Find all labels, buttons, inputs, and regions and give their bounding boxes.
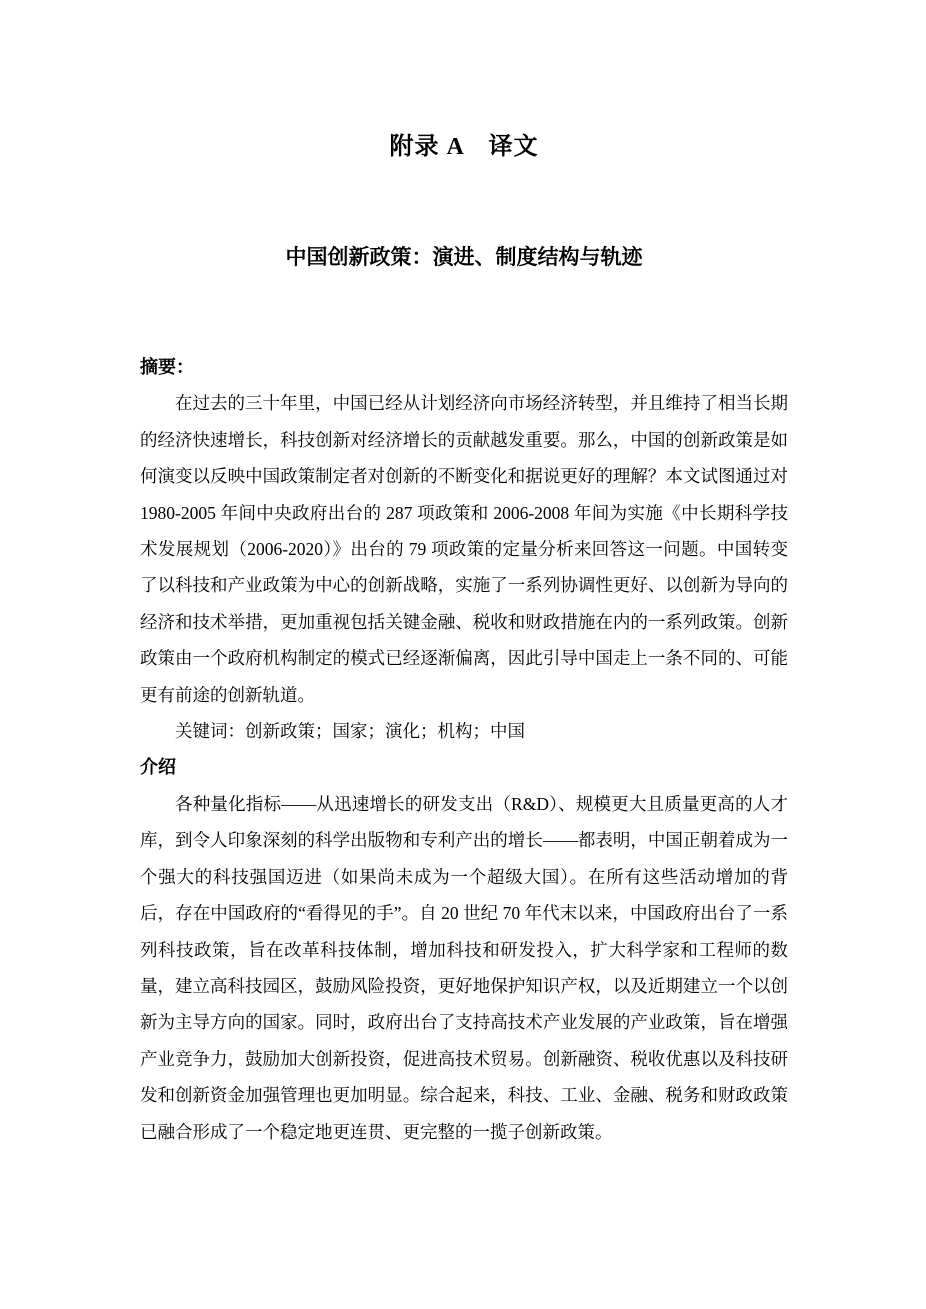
keywords-line: 关键词：创新政策；国家；演化；机构；中国	[175, 721, 525, 742]
abstract-paragraph: 在过去的三十年里，中国已经从计划经济向市场经济转型，并且维持了相当长期的经济快速增长，科技创新对经济增长的贡献越发重要。那么，中国的创新政策是如何演变以反映中国政策制定者对创新的不断变化和据说更好的理解？本文试图通过对 1980-2005 年间中央政府出台的 287 项政策和 2006-2008 年间为实施《中长期科学技术发展规划（2006-2020）》出台的 79 项政策的定量分析来回答这一问题。中国转变了以科技和产业政策为中心的创新战略，实施了一系列协调性更好、以创新为导向的经济和技术举措，更加重视包括关键金融、税收和财政措施在内的一系列政策。创新政策由一个政府机构制定的模式已经逐渐偏离，因此引导中国走上一条不同的、可能更有前途的创新轨道。	[140, 393, 788, 705]
intro-heading: 介绍	[140, 757, 176, 778]
appendix-title: 附录 A 译文	[389, 134, 539, 160]
paper-title: 中国创新政策：演进、制度结构与轨迹	[285, 245, 643, 269]
intro-paragraph: 各种量化指标——从迅速增长的研发支出（R&D）、规模更大且质量更高的人才库，到令人印象深刻的科学出版物和专利产出的增长——都表明，中国正朝着成为一个强大的科技强国迈进（如果尚未成为一个超级大国）。在所有这些活动增加的背后，存在中国政府的“看得见的手”。自 20 世纪 70 年代末以来，中国政府出台了一系列科技政策，旨在改革科技体制，增加科技和研发投入，扩大科学家和工程师的数量，建立高科技园区，鼓励风险投资，更好地保护知识产权，以及近期建立一个以创新为主导方向的国家。同时，政府出台了支持高技术产业发展的产业政策，旨在增强产业竞争力，鼓励加大创新投资，促进高技术贸易。创新融资、税收优惠以及科技研发和创新资金加强管理也更加明显。综合起来，科技、工业、金融、税务和财政政策已融合形成了一个稳定地更连贯、更完整的一揽子创新政策。	[140, 793, 788, 1142]
abstract-label: 摘要：	[140, 357, 194, 377]
